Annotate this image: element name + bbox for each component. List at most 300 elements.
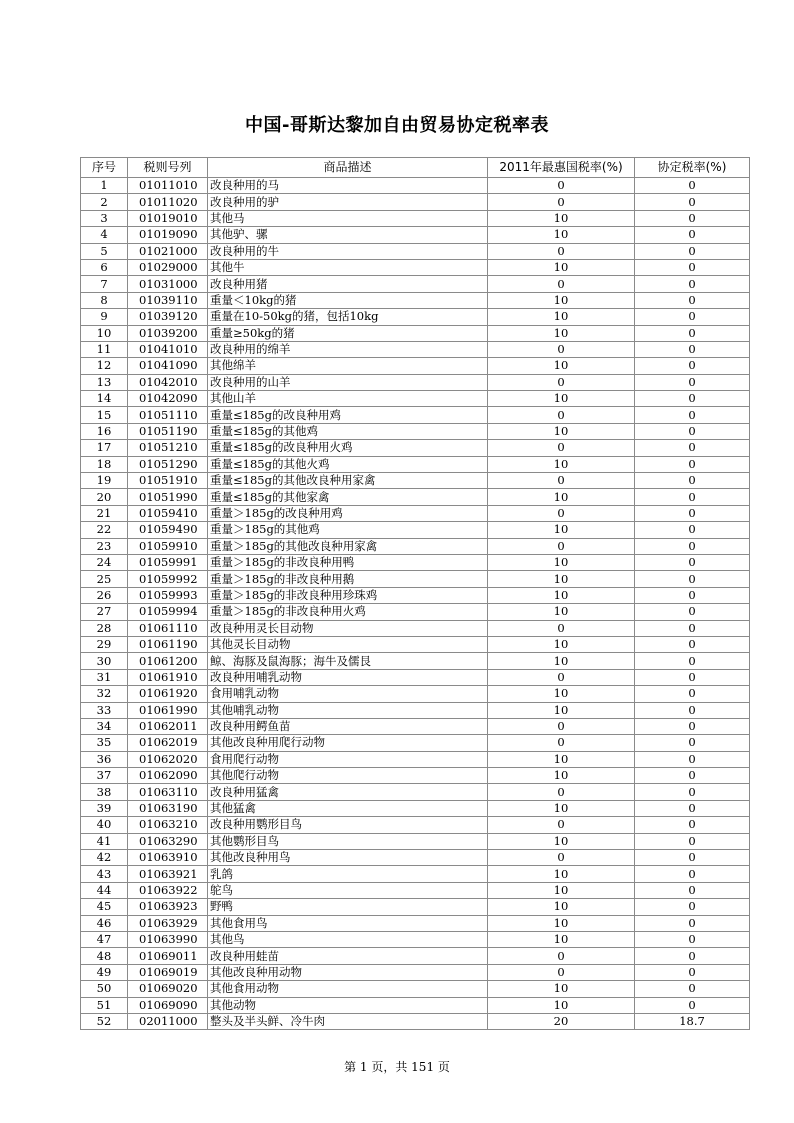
- table-row: [81, 276, 750, 292]
- mfn-rate-cell: 0: [488, 440, 635, 456]
- seq-cell: 19: [81, 473, 128, 489]
- table-row: [81, 948, 750, 964]
- code-cell: 01059410: [128, 505, 208, 521]
- table-row: [81, 554, 750, 570]
- mfn-rate-cell: 0: [488, 243, 635, 259]
- code-cell: 01063110: [128, 784, 208, 800]
- code-cell: 01069020: [128, 981, 208, 997]
- mfn-rate-cell: 10: [488, 522, 635, 538]
- seq-cell: 26: [81, 587, 128, 603]
- mfn-rate-cell: 10: [488, 587, 635, 603]
- fta-rate-cell: 0: [635, 800, 750, 816]
- desc-cell: 改良种用的驴: [208, 194, 488, 210]
- fta-rate-cell: 0: [635, 931, 750, 947]
- table-row: [81, 522, 750, 538]
- code-cell: 01051290: [128, 456, 208, 472]
- table-row: [81, 784, 750, 800]
- mfn-rate-cell: 10: [488, 604, 635, 620]
- code-cell: 01031000: [128, 276, 208, 292]
- mfn-rate-cell: 10: [488, 981, 635, 997]
- table-row: [81, 931, 750, 947]
- code-cell: 01062019: [128, 735, 208, 751]
- fta-rate-cell: 0: [635, 718, 750, 734]
- code-cell: 01063190: [128, 800, 208, 816]
- table-row: [81, 210, 750, 226]
- desc-cell: 改良种用哺乳动物: [208, 669, 488, 685]
- table-row: [81, 686, 750, 702]
- mfn-rate-cell: 10: [488, 309, 635, 325]
- seq-cell: 12: [81, 358, 128, 374]
- table-row: [81, 1013, 750, 1029]
- code-cell: 01061190: [128, 636, 208, 652]
- fta-rate-cell: 0: [635, 423, 750, 439]
- seq-cell: 51: [81, 997, 128, 1013]
- fta-rate-cell: 0: [635, 735, 750, 751]
- fta-rate-cell: 0: [635, 440, 750, 456]
- seq-cell: 25: [81, 571, 128, 587]
- desc-cell: 其他哺乳动物: [208, 702, 488, 718]
- fta-rate-cell: 0: [635, 620, 750, 636]
- seq-cell: 49: [81, 964, 128, 980]
- seq-cell: 22: [81, 522, 128, 538]
- code-cell: 01051910: [128, 473, 208, 489]
- code-cell: 01062011: [128, 718, 208, 734]
- table-row: [81, 850, 750, 866]
- header-fta-rate: 协定税率(%): [635, 158, 750, 178]
- fta-rate-cell: 0: [635, 489, 750, 505]
- mfn-rate-cell: 0: [488, 620, 635, 636]
- seq-cell: 42: [81, 850, 128, 866]
- seq-cell: 16: [81, 423, 128, 439]
- seq-cell: 4: [81, 227, 128, 243]
- mfn-rate-cell: 10: [488, 915, 635, 931]
- desc-cell: 重量＞185g的其他改良种用家禽: [208, 538, 488, 554]
- table-row: [81, 735, 750, 751]
- mfn-rate-cell: 0: [488, 784, 635, 800]
- code-cell: 01062090: [128, 768, 208, 784]
- desc-cell: 其他改良种用动物: [208, 964, 488, 980]
- code-cell: 01059994: [128, 604, 208, 620]
- table-row: [81, 194, 750, 210]
- mfn-rate-cell: 0: [488, 669, 635, 685]
- fta-rate-cell: 0: [635, 686, 750, 702]
- mfn-rate-cell: 20: [488, 1013, 635, 1029]
- desc-cell: 其他食用鸟: [208, 915, 488, 931]
- code-cell: 01063910: [128, 850, 208, 866]
- fta-rate-cell: 0: [635, 194, 750, 210]
- seq-cell: 48: [81, 948, 128, 964]
- table-row: [81, 587, 750, 603]
- desc-cell: 重量≤185g的其他鸡: [208, 423, 488, 439]
- mfn-rate-cell: 0: [488, 505, 635, 521]
- fta-rate-cell: 0: [635, 391, 750, 407]
- seq-cell: 36: [81, 751, 128, 767]
- header-seq: 序号: [81, 158, 128, 178]
- fta-rate-cell: 0: [635, 456, 750, 472]
- fta-rate-cell: 0: [635, 833, 750, 849]
- desc-cell: 改良种用蛙苗: [208, 948, 488, 964]
- mfn-rate-cell: 10: [488, 423, 635, 439]
- mfn-rate-cell: 0: [488, 341, 635, 357]
- seq-cell: 2: [81, 194, 128, 210]
- code-cell: 01051110: [128, 407, 208, 423]
- fta-rate-cell: 0: [635, 866, 750, 882]
- code-cell: 01042090: [128, 391, 208, 407]
- mfn-rate-cell: 10: [488, 489, 635, 505]
- mfn-rate-cell: 10: [488, 571, 635, 587]
- table-row: [81, 718, 750, 734]
- mfn-rate-cell: 10: [488, 227, 635, 243]
- table-row: [81, 620, 750, 636]
- seq-cell: 50: [81, 981, 128, 997]
- table-row: [81, 243, 750, 259]
- seq-cell: 21: [81, 505, 128, 521]
- desc-cell: 重量＞185g的非改良种用鹅: [208, 571, 488, 587]
- code-cell: 01059910: [128, 538, 208, 554]
- table-row: [81, 423, 750, 439]
- seq-cell: 32: [81, 686, 128, 702]
- desc-cell: 重量≤185g的其他家禽: [208, 489, 488, 505]
- seq-cell: 44: [81, 882, 128, 898]
- fta-rate-cell: 0: [635, 604, 750, 620]
- seq-cell: 43: [81, 866, 128, 882]
- fta-rate-cell: 0: [635, 259, 750, 275]
- desc-cell: 其他马: [208, 210, 488, 226]
- code-cell: 01039120: [128, 309, 208, 325]
- seq-cell: 8: [81, 292, 128, 308]
- fta-rate-cell: 0: [635, 210, 750, 226]
- fta-rate-cell: 0: [635, 899, 750, 915]
- fta-rate-cell: 0: [635, 538, 750, 554]
- desc-cell: 重量＞185g的非改良种用鸭: [208, 554, 488, 570]
- table-row: [81, 751, 750, 767]
- fta-rate-cell: 0: [635, 964, 750, 980]
- fta-rate-cell: 0: [635, 341, 750, 357]
- fta-rate-cell: 0: [635, 407, 750, 423]
- fta-rate-cell: 0: [635, 981, 750, 997]
- desc-cell: 其他牛: [208, 259, 488, 275]
- fta-rate-cell: 0: [635, 768, 750, 784]
- desc-cell: 改良种用鹦形目鸟: [208, 817, 488, 833]
- code-cell: 01039110: [128, 292, 208, 308]
- desc-cell: 其他驴、骡: [208, 227, 488, 243]
- desc-cell: 整头及半头鲜、冷牛肉: [208, 1013, 488, 1029]
- seq-cell: 5: [81, 243, 128, 259]
- seq-cell: 18: [81, 456, 128, 472]
- fta-rate-cell: 0: [635, 997, 750, 1013]
- desc-cell: 食用爬行动物: [208, 751, 488, 767]
- code-cell: 01011010: [128, 178, 208, 194]
- code-cell: 01019010: [128, 210, 208, 226]
- seq-cell: 27: [81, 604, 128, 620]
- mfn-rate-cell: 0: [488, 473, 635, 489]
- desc-cell: 其他食用动物: [208, 981, 488, 997]
- fta-rate-cell: 0: [635, 669, 750, 685]
- mfn-rate-cell: 10: [488, 292, 635, 308]
- seq-cell: 14: [81, 391, 128, 407]
- page-footer: 第 1 页，共 151 页: [344, 1060, 450, 1074]
- mfn-rate-cell: 10: [488, 800, 635, 816]
- seq-cell: 38: [81, 784, 128, 800]
- desc-cell: 重量≥50kg的猪: [208, 325, 488, 341]
- desc-cell: 重量＞185g的非改良种用火鸡: [208, 604, 488, 620]
- table-row: [81, 964, 750, 980]
- table-row: [81, 817, 750, 833]
- desc-cell: 改良种用的山羊: [208, 374, 488, 390]
- mfn-rate-cell: 0: [488, 964, 635, 980]
- fta-rate-cell: 0: [635, 948, 750, 964]
- mfn-rate-cell: 10: [488, 866, 635, 882]
- seq-cell: 33: [81, 702, 128, 718]
- code-cell: 01042010: [128, 374, 208, 390]
- desc-cell: 其他鸟: [208, 931, 488, 947]
- code-cell: 01039200: [128, 325, 208, 341]
- desc-cell: 其他改良种用爬行动物: [208, 735, 488, 751]
- code-cell: 01059992: [128, 571, 208, 587]
- mfn-rate-cell: 10: [488, 931, 635, 947]
- code-cell: 01061110: [128, 620, 208, 636]
- fta-rate-cell: 0: [635, 358, 750, 374]
- mfn-rate-cell: 10: [488, 833, 635, 849]
- seq-cell: 52: [81, 1013, 128, 1029]
- seq-cell: 34: [81, 718, 128, 734]
- code-cell: 01041010: [128, 341, 208, 357]
- seq-cell: 3: [81, 210, 128, 226]
- table-row: [81, 292, 750, 308]
- mfn-rate-cell: 10: [488, 358, 635, 374]
- mfn-rate-cell: 0: [488, 948, 635, 964]
- code-cell: 01051210: [128, 440, 208, 456]
- table-row: [81, 702, 750, 718]
- desc-cell: 改良种用的牛: [208, 243, 488, 259]
- desc-cell: 重量＞185g的其他鸡: [208, 522, 488, 538]
- table-row: [81, 391, 750, 407]
- code-cell: 01063929: [128, 915, 208, 931]
- mfn-rate-cell: 10: [488, 686, 635, 702]
- mfn-rate-cell: 0: [488, 407, 635, 423]
- seq-cell: 20: [81, 489, 128, 505]
- fta-rate-cell: 0: [635, 784, 750, 800]
- mfn-rate-cell: 10: [488, 325, 635, 341]
- table-row: [81, 341, 750, 357]
- mfn-rate-cell: 10: [488, 768, 635, 784]
- mfn-rate-cell: 10: [488, 997, 635, 1013]
- fta-rate-cell: 0: [635, 554, 750, 570]
- fta-rate-cell: 0: [635, 882, 750, 898]
- header-desc: 商品描述: [208, 158, 488, 178]
- table-row: [81, 669, 750, 685]
- code-cell: 01062020: [128, 751, 208, 767]
- mfn-rate-cell: 0: [488, 374, 635, 390]
- code-cell: 01019090: [128, 227, 208, 243]
- code-cell: 01069090: [128, 997, 208, 1013]
- code-cell: 01069019: [128, 964, 208, 980]
- table-row: [81, 407, 750, 423]
- desc-cell: 其他爬行动物: [208, 768, 488, 784]
- fta-rate-cell: 0: [635, 243, 750, 259]
- table-row: [81, 259, 750, 275]
- table-row: [81, 653, 750, 669]
- code-cell: 01061910: [128, 669, 208, 685]
- desc-cell: 重量在10-50kg的猪，包括10kg: [208, 309, 488, 325]
- fta-rate-cell: 0: [635, 325, 750, 341]
- desc-cell: 改良种用灵长目动物: [208, 620, 488, 636]
- table-row: [81, 456, 750, 472]
- seq-cell: 13: [81, 374, 128, 390]
- mfn-rate-cell: 0: [488, 194, 635, 210]
- fta-rate-cell: 0: [635, 178, 750, 194]
- desc-cell: 重量≤185g的其他改良种用家禽: [208, 473, 488, 489]
- seq-cell: 15: [81, 407, 128, 423]
- seq-cell: 10: [81, 325, 128, 341]
- seq-cell: 31: [81, 669, 128, 685]
- mfn-rate-cell: 10: [488, 554, 635, 570]
- code-cell: 01061920: [128, 686, 208, 702]
- code-cell: 01011020: [128, 194, 208, 210]
- desc-cell: 其他鹦形目鸟: [208, 833, 488, 849]
- code-cell: 01063921: [128, 866, 208, 882]
- fta-rate-cell: 0: [635, 850, 750, 866]
- seq-cell: 37: [81, 768, 128, 784]
- seq-cell: 35: [81, 735, 128, 751]
- desc-cell: 其他灵长目动物: [208, 636, 488, 652]
- desc-cell: 重量＜10kg的猪: [208, 292, 488, 308]
- fta-rate-cell: 0: [635, 292, 750, 308]
- seq-cell: 45: [81, 899, 128, 915]
- mfn-rate-cell: 10: [488, 702, 635, 718]
- seq-cell: 11: [81, 341, 128, 357]
- code-cell: 01063922: [128, 882, 208, 898]
- table-row: [81, 473, 750, 489]
- desc-cell: 其他山羊: [208, 391, 488, 407]
- desc-cell: 鸵鸟: [208, 882, 488, 898]
- fta-rate-cell: 18.7: [635, 1013, 750, 1029]
- fta-rate-cell: 0: [635, 227, 750, 243]
- mfn-rate-cell: 0: [488, 538, 635, 554]
- code-cell: 01063923: [128, 899, 208, 915]
- mfn-rate-cell: 0: [488, 735, 635, 751]
- mfn-rate-cell: 0: [488, 178, 635, 194]
- seq-cell: 30: [81, 653, 128, 669]
- seq-cell: 28: [81, 620, 128, 636]
- mfn-rate-cell: 10: [488, 751, 635, 767]
- code-cell: 01051190: [128, 423, 208, 439]
- table-row: [81, 440, 750, 456]
- page-title: 中国-哥斯达黎加自由贸易协定税率表: [245, 115, 549, 136]
- fta-rate-cell: 0: [635, 702, 750, 718]
- mfn-rate-cell: 10: [488, 882, 635, 898]
- seq-cell: 6: [81, 259, 128, 275]
- desc-cell: 其他动物: [208, 997, 488, 1013]
- code-cell: 01059991: [128, 554, 208, 570]
- table-row: [81, 800, 750, 816]
- code-cell: 01021000: [128, 243, 208, 259]
- table-row: [81, 882, 750, 898]
- seq-cell: 39: [81, 800, 128, 816]
- mfn-rate-cell: 10: [488, 636, 635, 652]
- seq-cell: 40: [81, 817, 128, 833]
- table-row: [81, 768, 750, 784]
- code-cell: 01061990: [128, 702, 208, 718]
- table-row: [81, 358, 750, 374]
- header-code: 税则号列: [128, 158, 208, 178]
- table-row: [81, 538, 750, 554]
- desc-cell: 其他改良种用鸟: [208, 850, 488, 866]
- fta-rate-cell: 0: [635, 473, 750, 489]
- table-row: [81, 899, 750, 915]
- fta-rate-cell: 0: [635, 636, 750, 652]
- desc-cell: 其他绵羊: [208, 358, 488, 374]
- seq-cell: 47: [81, 931, 128, 947]
- mfn-rate-cell: 10: [488, 259, 635, 275]
- mfn-rate-cell: 0: [488, 276, 635, 292]
- table-row: [81, 325, 750, 341]
- code-cell: 01063290: [128, 833, 208, 849]
- code-cell: 01061200: [128, 653, 208, 669]
- code-cell: 01051990: [128, 489, 208, 505]
- seq-cell: 9: [81, 309, 128, 325]
- seq-cell: 23: [81, 538, 128, 554]
- seq-cell: 29: [81, 636, 128, 652]
- fta-rate-cell: 0: [635, 653, 750, 669]
- seq-cell: 1: [81, 178, 128, 194]
- mfn-rate-cell: 0: [488, 718, 635, 734]
- table-row: [81, 915, 750, 931]
- fta-rate-cell: 0: [635, 505, 750, 521]
- desc-cell: 野鸭: [208, 899, 488, 915]
- table-row: [81, 981, 750, 997]
- code-cell: 01059490: [128, 522, 208, 538]
- fta-rate-cell: 0: [635, 817, 750, 833]
- desc-cell: 重量＞185g的改良种用鸡: [208, 505, 488, 521]
- code-cell: 01069011: [128, 948, 208, 964]
- table-header-row: [81, 158, 750, 178]
- table-row: [81, 833, 750, 849]
- fta-rate-cell: 0: [635, 309, 750, 325]
- mfn-rate-cell: 10: [488, 653, 635, 669]
- mfn-rate-cell: 10: [488, 210, 635, 226]
- desc-cell: 改良种用鳄鱼苗: [208, 718, 488, 734]
- code-cell: 01063990: [128, 931, 208, 947]
- table-row: [81, 636, 750, 652]
- header-mfn-rate: 2011年最惠国税率(%): [488, 158, 635, 178]
- table-row: [81, 505, 750, 521]
- fta-rate-cell: 0: [635, 915, 750, 931]
- desc-cell: 改良种用猪: [208, 276, 488, 292]
- mfn-rate-cell: 10: [488, 391, 635, 407]
- code-cell: 01059993: [128, 587, 208, 603]
- desc-cell: 重量≤185g的其他火鸡: [208, 456, 488, 472]
- fta-rate-cell: 0: [635, 751, 750, 767]
- seq-cell: 24: [81, 554, 128, 570]
- fta-rate-cell: 0: [635, 522, 750, 538]
- seq-cell: 7: [81, 276, 128, 292]
- desc-cell: 鲸、海豚及鼠海豚；海牛及儒艮: [208, 653, 488, 669]
- tariff-table: [80, 157, 750, 1030]
- seq-cell: 41: [81, 833, 128, 849]
- fta-rate-cell: 0: [635, 374, 750, 390]
- desc-cell: 重量≤185g的改良种用火鸡: [208, 440, 488, 456]
- seq-cell: 46: [81, 915, 128, 931]
- desc-cell: 改良种用的绵羊: [208, 341, 488, 357]
- desc-cell: 改良种用猛禽: [208, 784, 488, 800]
- table-row: [81, 604, 750, 620]
- code-cell: 01029000: [128, 259, 208, 275]
- desc-cell: 重量＞185g的非改良种用珍珠鸡: [208, 587, 488, 603]
- desc-cell: 重量≤185g的改良种用鸡: [208, 407, 488, 423]
- table-row: [81, 997, 750, 1013]
- desc-cell: 改良种用的马: [208, 178, 488, 194]
